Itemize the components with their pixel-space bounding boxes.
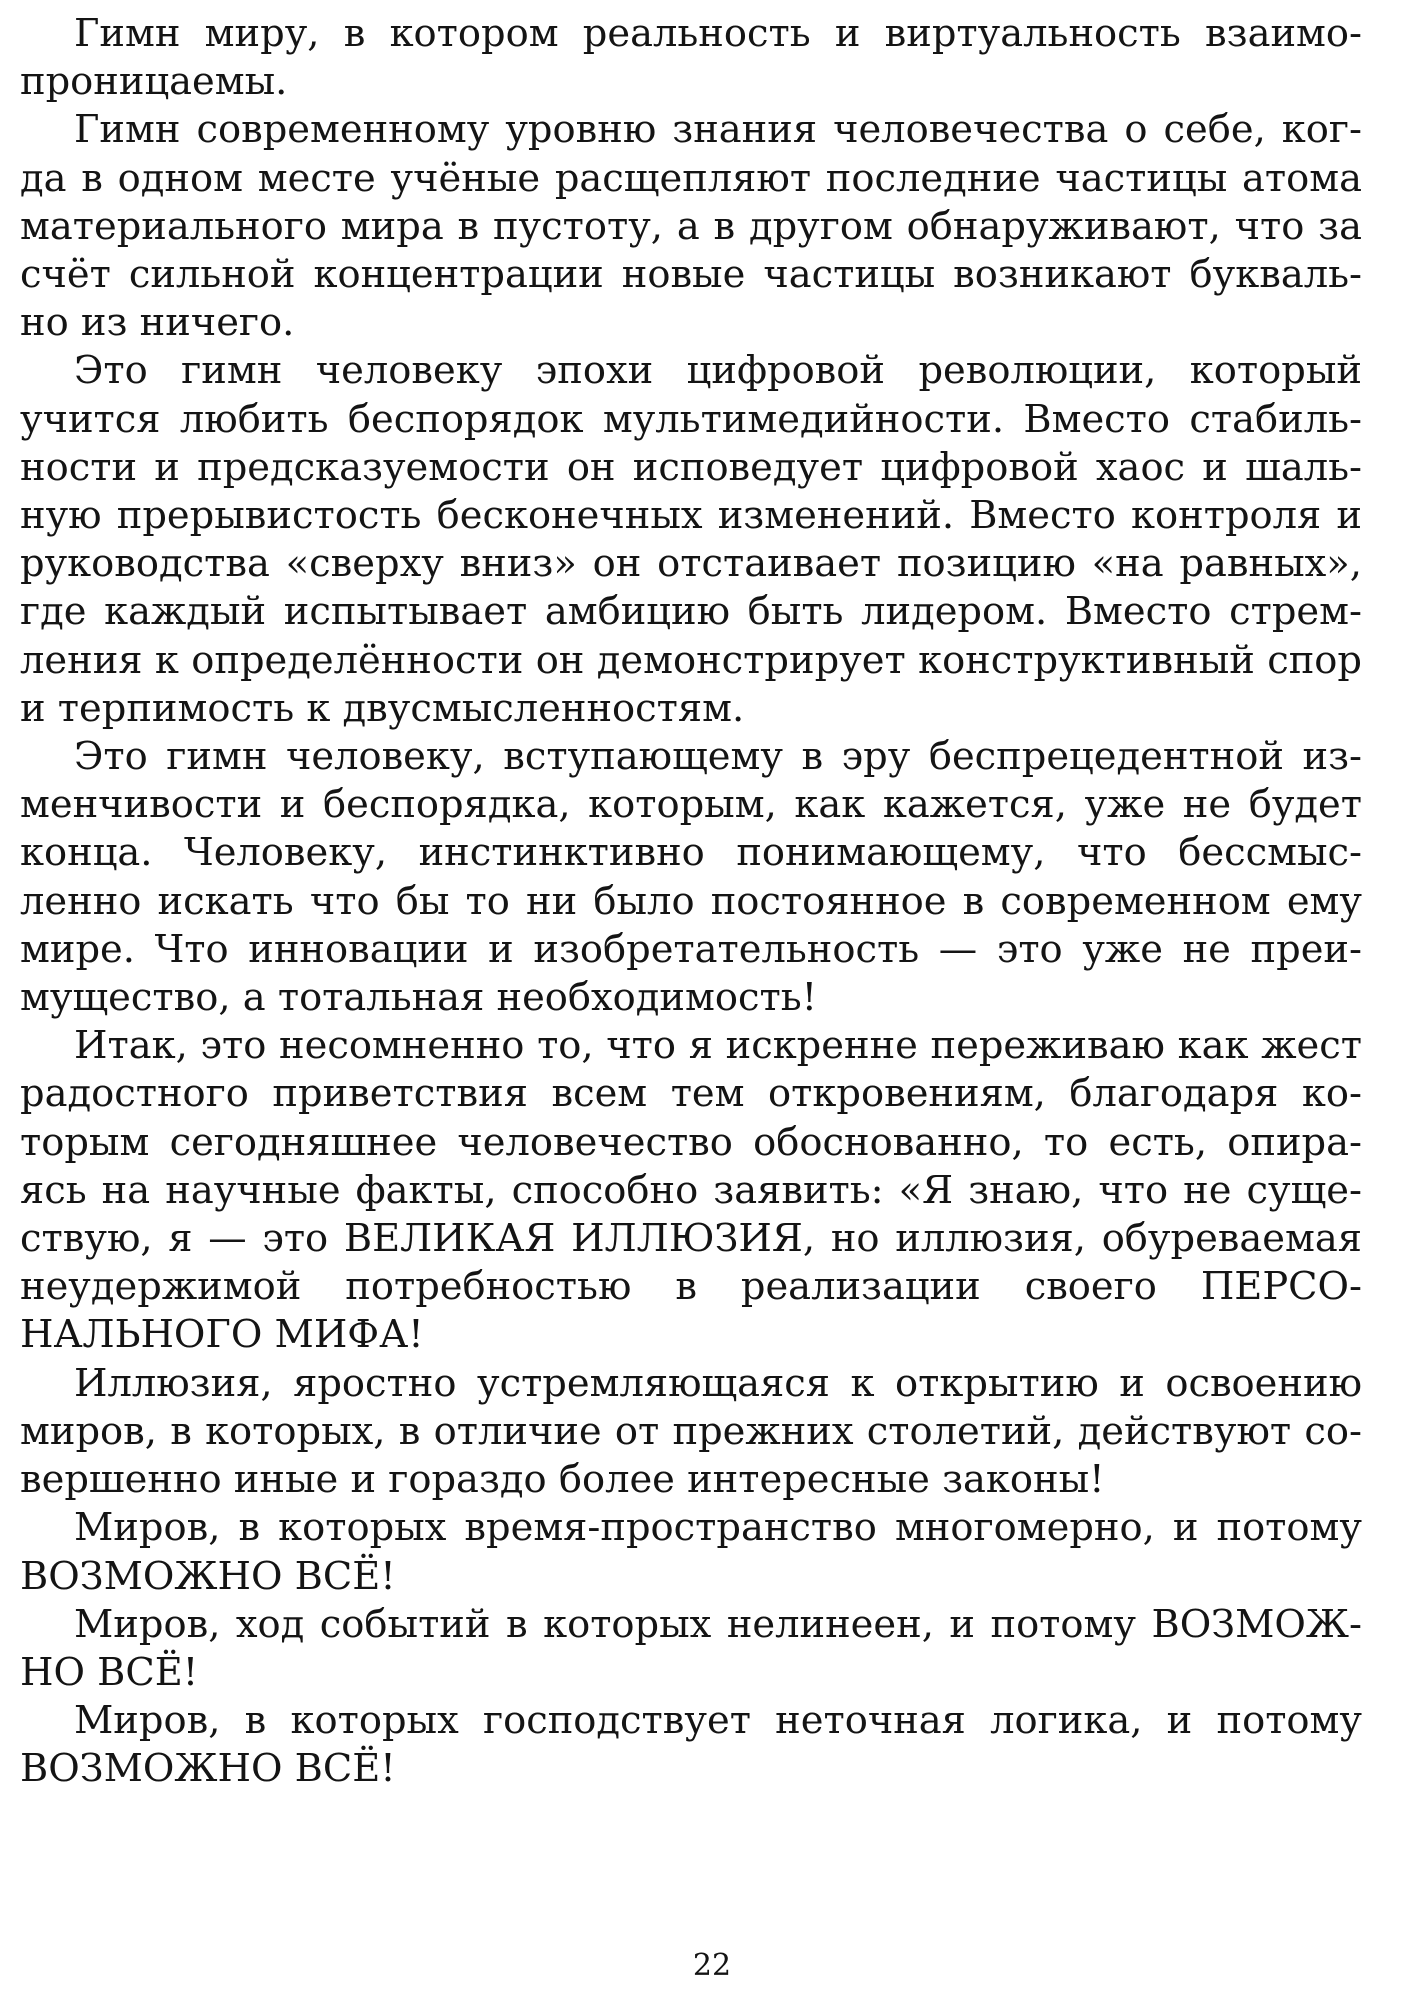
paragraph-4: Это гимн человеку, вступающему в эру беспрецедентной изменчивости и беспорядка, которым, как кажется, уже не будет конца. Человеку, инстинктивно понимающему, что бессмысленно искать что бы то ни было постоянное в современном ему мире. Что инновации и изобретательность — это уже не преимущество, а тотальная необходимость! — [20, 734, 1362, 1021]
paragraph-9: Миров, в которых господствует неточная логика, и потому ВОЗМОЖНО ВСЁ! — [20, 1698, 1362, 1792]
paragraph-1: Гимн миру, в котором реальность и виртуальность взаимопроницаемы. — [20, 11, 1362, 105]
paragraph-3: Это гимн человеку эпохи цифровой революции, который учится любить беспорядок мультимедийности. Вместо стабильности и предсказуемости он исповедует цифровой хаос и шальную прерывистость бесконечных изменений. Вместо контроля и руководства «сверху вниз» он отстаивает позицию «на равных», где каждый испытывает амбицию быть лидером. Вместо стремления к определённости он демонстрирует конструктивный спор и терпимость к двусмысленностям. — [20, 348, 1362, 731]
paragraph-2: Гимн современному уровню знания человечества о себе, когда в одном месте учёные расщепляют последние частицы атома материального мира в пустоту, а в другом обнаруживают, что за счёт сильной концентрации новые частицы возникают буквально из ничего. — [20, 107, 1362, 346]
paragraph-6: Иллюзия, яростно устремляющаяся к открытию и освоению миров, в которых, в отличие от прежних столетий, действуют совершенно иные и гораздо более интересные законы! — [20, 1360, 1362, 1503]
paragraph-7: Миров, в которых время-пространство многомерно, и потому ВОЗМОЖНО ВСЁ! — [20, 1505, 1362, 1599]
page-number: 22 — [692, 1948, 732, 1983]
page-body — [20, 10, 1362, 1794]
paragraph-8: Миров, ход событий в которых нелинеен, и потому ВОЗМОЖНО ВСЁ! — [20, 1601, 1362, 1695]
paragraph-5: Итак, это несомненно то, что я искренне переживаю как жест радостного приветствия всем тем откровениям, благодаря которым сегодняшнее человечество обоснованно, то есть, опираясь на научные факты, способно заявить: «Я знаю, что не существую, я — это ВЕЛИКАЯ ИЛЛЮЗИЯ, но иллюзия, обуреваемая неудержимой потребностью в реализации своего ПЕРСОНАЛЬНОГО МИФА! — [20, 1023, 1362, 1358]
